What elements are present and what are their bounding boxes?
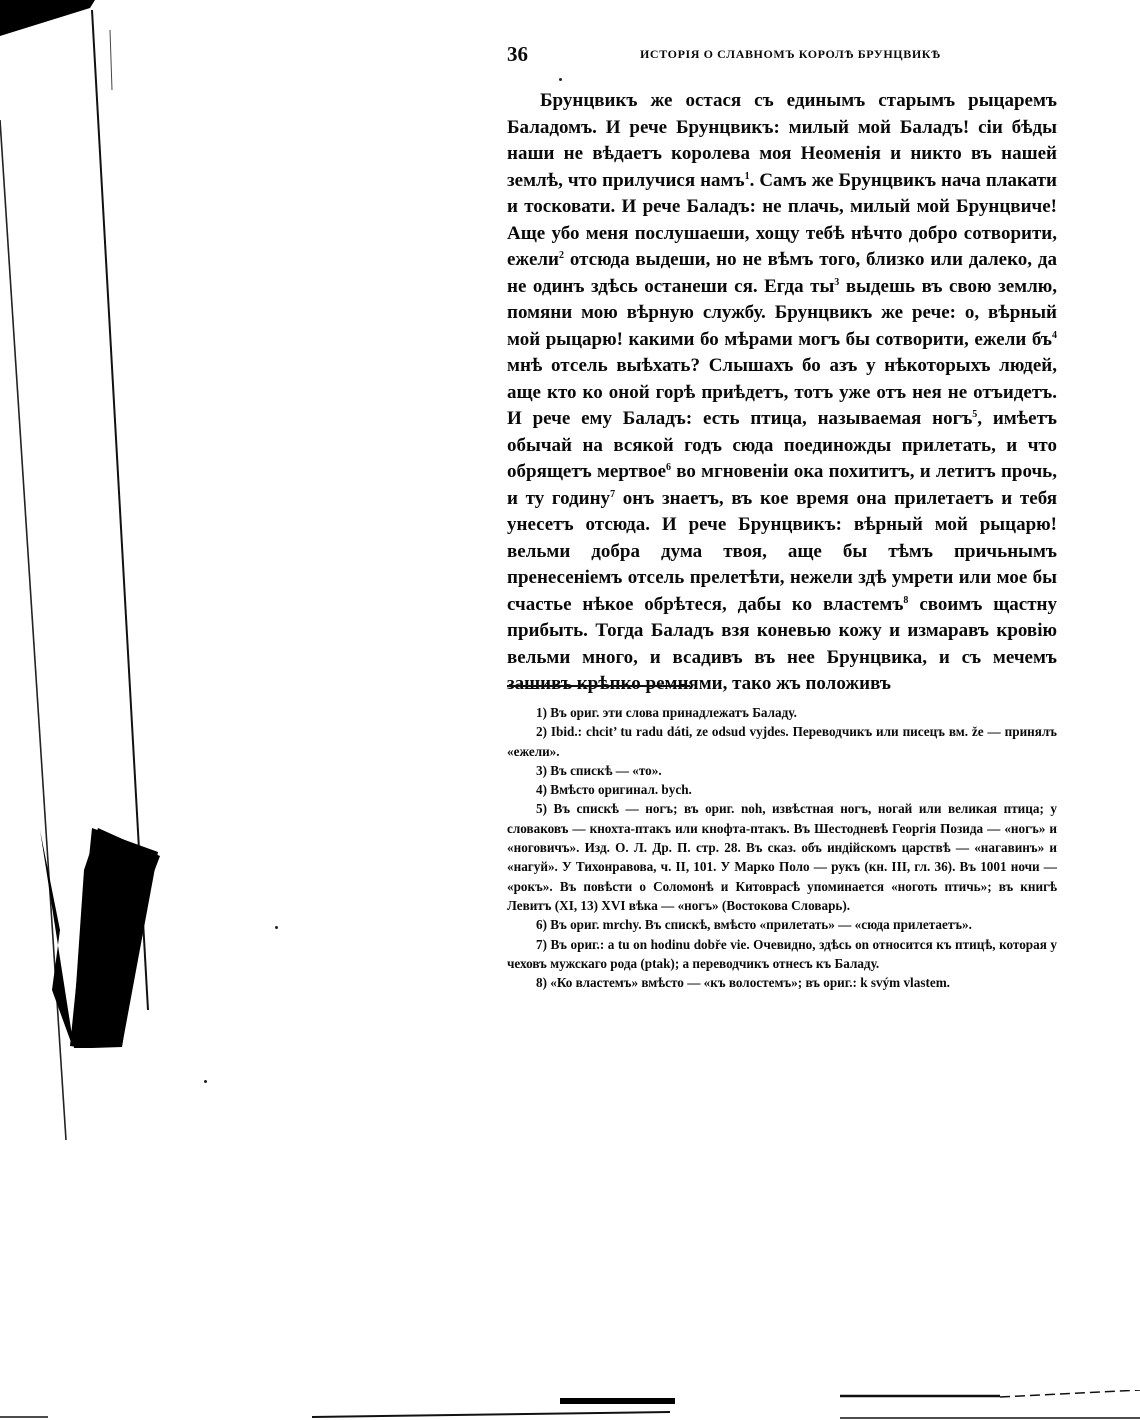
footnote: 4) Вмѣсто оригинал. bych. [536, 782, 692, 798]
footnote-ref: 2 [559, 250, 564, 261]
footnote-ref: 6 [666, 462, 672, 473]
speck [275, 926, 278, 929]
footnote: 6) Въ ориг. mrchy. Въ спискѣ, вмѣсто «прилетать» — «сюда прилетаетъ». [536, 917, 972, 933]
footnote: 7) Въ ориг.: a tu on hodinu dobře vie. Очевидно, здѣсь on относится къ птицѣ, которая у чеховъ мужскаго рода (ptak); а переводчикъ отнесъ къ Баладу. [507, 936, 1057, 971]
footnote: 8) «Ко властемъ» вмѣсто — «къ волостемъ»; въ ориг.: k svým vlastem. [536, 975, 950, 991]
speck [204, 1080, 207, 1083]
footnote-separator [507, 685, 690, 687]
footnote-ref: 1 [744, 170, 750, 182]
footnote: 1) Въ ориг. эти слова принадлежатъ Баладу. [536, 705, 797, 720]
bottom-scan-lines [0, 1390, 1140, 1420]
main-text [507, 88, 1057, 698]
footnote: 5) Въ спискѣ — ногъ; въ ориг. noh, извѣстная ногъ, ногай или великая птица; у словаковъ — кнохта-птакъ или кнофта-птакъ. Въ Шестодневѣ Георгія Позида — «ногъ» и «ноговичъ». Изд. О. Л. Др. П. стр. 28. Въ сказ. объ индійскомъ царствѣ — «нагавинъ» и «нагуй». У Тихонравова, ч. II, 101. У Марко Поло — рукъ (кн. III, гл. 36). Въ 1001 ночи — «рокъ». Въ повѣсти о Соломонѣ и Китоврасѣ упоминается «ноготь птичь»; въ книгѣ Левитъ (XI, 13) XVI вѣка — «ногъ» (Востокова Словарь). [507, 801, 1057, 913]
footnote-ref: 4 [1052, 329, 1057, 341]
text-segment: Брунцвикъ же остася съ единымъ старымъ рыцаремъ Баладомъ. И рече Брунцвикъ: милый мой Баладъ! сіи бѣды наши не вѣдаетъ королева моя Неоменія и никто въ нашей землѣ, что прилучися намъ [507, 90, 1057, 191]
text-segment: во мгновеніи ока похититъ, и летитъ прочь, и ту годину [507, 461, 1057, 509]
footnote-ref: 7 [610, 488, 616, 500]
text-segment: выдешь въ свою землю, помяни мою вѣрную службу. Брунцвикъ же рече: о, вѣрный мой рыцарю! какими бо мѣрами могъ бы сотворити, ежели бъ [507, 275, 1057, 350]
footnote: 3) Въ спискѣ — «то». [536, 762, 662, 778]
text-segment: мнѣ отсель выѣхать? Слышахъ бо азъ у нѣкоторыхъ людей, аще кто ко оной горѣ приѣдетъ, тотъ уже отъ нея не отъидетъ. И рече ему Баладъ: есть птица, называемая ногъ [507, 355, 1057, 429]
footnotes [507, 703, 1057, 992]
footnote-ref: 3 [834, 276, 840, 288]
text-segment: . Самъ же Брунцвикъ нача плакати и тосковати. И рече Баладъ: не плачь, милый мой Брунцвиче! Аще убо меня послушаеши, хощу тебѣ нѣчто добро сотворити, ежели [507, 169, 1057, 270]
text-segment: , имѣетъ обычай на всякой годъ сюда поединожды прилетать, и что обрящетъ мертвое [507, 408, 1057, 482]
text-segment: своимъ щастну прибыть. Тогда Баладъ взя коневью кожу и измаравъ кровію вельми много, и всадивъ въ нее Брунцвика, и съ мечемъ зашивъ крѣпко ремнями, тако жъ положивъ [507, 593, 1057, 694]
footnote-ref: 8 [903, 594, 909, 606]
page-number: 36 [507, 42, 528, 66]
footnote: 2) Ibid.: chcit’ tu radu dáti, ze odsud vyjdes. Переводчикъ или писецъ вм. že — принялъ «ежели». [507, 724, 1057, 759]
footnote-ref: 5 [972, 409, 978, 420]
speck [559, 78, 562, 81]
page-header [507, 38, 1057, 70]
scan-edge-artifact [0, 0, 240, 1420]
text-segment: онъ знаетъ, въ кое время она прилетаетъ и тебя унесетъ отсюда. И рече Брунцвикъ: вѣрный мой рыцарю! вельми добра дума твоя, аще бы тѣмъ причьнымъ пренесеніемъ отсель прелетѣти, нежели здѣ умрети или мое бы счастье нѣкое обрѣтеся, дабы ко властемъ [507, 487, 1057, 615]
text-segment: отсюда выдеши, но не вѣмъ того, близко или далеко, да не одинъ здѣсь останеши ся. Егда ты [507, 249, 1057, 297]
running-title: ИСТОРІЯ О СЛАВНОМЪ КОРОЛѢ БРУНЦВИКѢ [640, 47, 941, 61]
